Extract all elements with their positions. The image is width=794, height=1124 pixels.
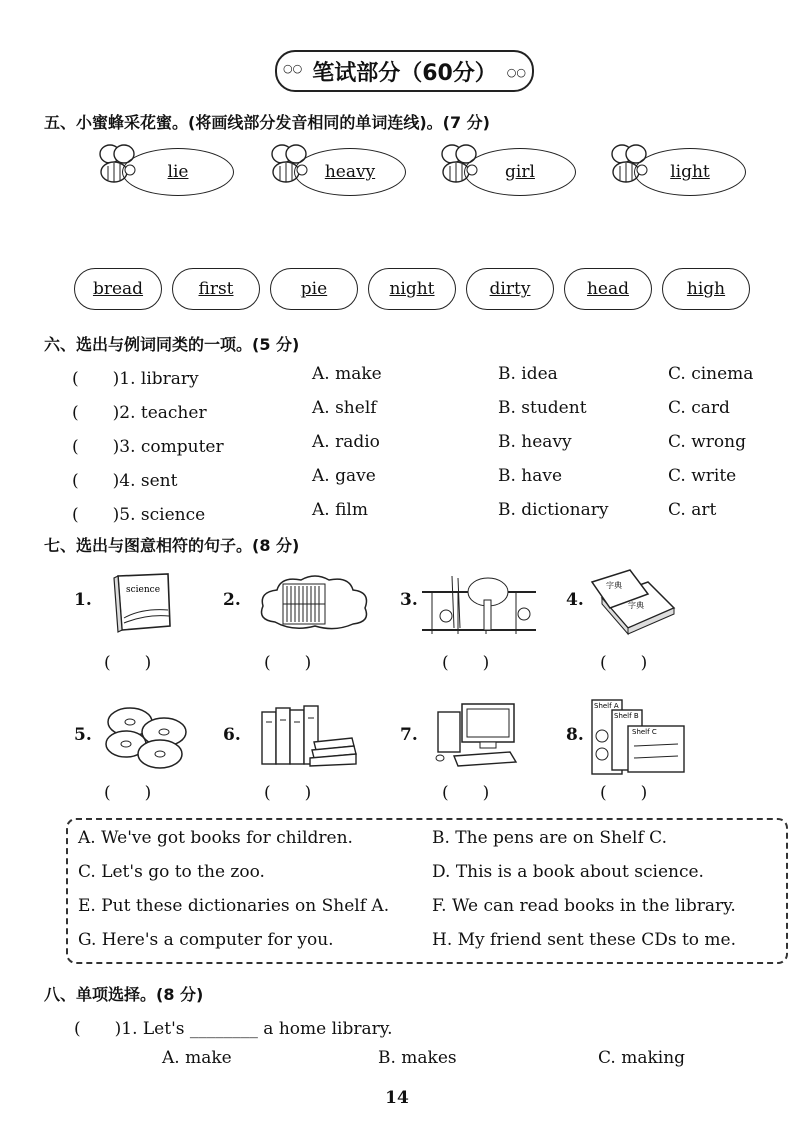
decor-circles: ○○ [283,62,303,75]
q6-1-choice-b: B. idea [498,364,558,384]
option-f: F. We can read books in the library. [432,896,736,916]
flower-word-text: pie [300,279,328,299]
q6-2-choice-c: C. card [668,398,730,418]
picture-8-answer-blank[interactable]: ( ) [600,783,648,803]
bee-word-text: girl [505,162,535,182]
q6-1-choice-a: A. make [312,364,382,384]
shelf-label: Shelf B [614,712,639,720]
q6-3-choice-c: C. wrong [668,432,746,452]
picture-number: 2. [223,590,241,610]
q6-3-stem: ( )3. computer [72,437,224,457]
shelf-label: Shelf C [632,728,657,736]
picture-number: 1. [74,590,92,610]
flower-word-text: high [686,279,726,299]
zoo-picture [418,570,540,640]
flower-word-text: bread [92,279,144,299]
children-books-picture [256,702,360,768]
picture-number: 6. [223,725,241,745]
written-part-title: 笔试部分（60分） [312,60,497,86]
picture-number: 7. [400,725,418,745]
q6-5-choice-a: A. film [312,500,368,520]
picture-2-answer-blank[interactable]: ( ) [264,653,312,673]
flower-word-text: head [586,279,630,299]
flower-word-7[interactable] [662,268,750,310]
bee-word-2[interactable] [294,148,406,196]
picture-number: 4. [566,590,584,610]
book-label: science [126,585,161,595]
q6-3-choice-b: B. heavy [498,432,572,452]
q6-2-choice-b: B. student [498,398,587,418]
bee-word-3[interactable] [464,148,576,196]
q6-4-choice-c: C. write [668,466,737,486]
dictionaries-picture [588,568,678,636]
section-8-heading: 八、单项选择。(8 分) [44,985,204,1004]
picture-1-answer-blank[interactable]: ( ) [104,653,152,673]
q6-2-choice-a: A. shelf [312,398,377,418]
flower-word-1[interactable] [74,268,162,310]
dictionary-label: 字典 [606,581,622,590]
q8-1-choice-b: B. makes [378,1048,457,1068]
question-8-1: ( )1. Let's ________ a home library. [74,1019,393,1039]
picture-number: 8. [566,725,584,745]
picture-3-answer-blank[interactable]: ( ) [442,653,490,673]
cds-picture [104,700,190,770]
q6-3-choice-a: A. radio [312,432,380,452]
q8-1-choice-c: C. making [598,1048,686,1068]
bee-word-text: heavy [324,162,376,182]
library-cloud-picture [255,572,375,634]
section-5-heading: 五、小蜜蜂采花蜜。(将画线部分发音相同的单词连线)。(7 分) [44,113,490,132]
bee-word-text: light [670,162,710,182]
picture-4-answer-blank[interactable]: ( ) [600,653,648,673]
option-c: C. Let's go to the zoo. [78,862,265,882]
bee-word-1[interactable] [122,148,234,196]
section-6-heading: 六、选出与例词同类的一项。(5 分) [44,335,300,354]
picture-5-answer-blank[interactable]: ( ) [104,783,152,803]
q6-4-choice-a: A. gave [312,466,376,486]
picture-number: 5. [74,725,92,745]
q6-4-choice-b: B. have [498,466,563,486]
option-a: A. We've got books for children. [78,828,353,848]
flower-word-4[interactable] [368,268,456,310]
science-book-picture [112,570,174,636]
q6-1-stem: ( )1. library [72,369,199,389]
picture-6-answer-blank[interactable]: ( ) [264,783,312,803]
flower-word-6[interactable] [564,268,652,310]
section-7-heading: 七、选出与图意相符的句子。(8 分) [44,536,300,555]
shelf-label: Shelf A [594,702,619,710]
shelves-picture [588,696,688,776]
q8-1-choice-a: A. make [162,1048,232,1068]
option-e: E. Put these dictionaries on Shelf A. [78,896,390,916]
q6-5-stem: ( )5. science [72,505,206,525]
q6-2-stem: ( )2. teacher [72,403,207,423]
q6-5-choice-b: B. dictionary [498,500,609,520]
flower-word-text: first [198,279,234,299]
picture-7-answer-blank[interactable]: ( ) [442,783,490,803]
bee-word-text: lie [167,162,189,182]
q6-4-stem: ( )4. sent [72,471,178,491]
option-h: H. My friend sent these CDs to me. [432,930,737,950]
page-number: 14 [385,1088,409,1108]
bee-word-4[interactable] [634,148,746,196]
flower-word-text: dirty [489,279,531,299]
flower-word-5[interactable] [466,268,554,310]
q6-5-choice-c: C. art [668,500,717,520]
computer-picture [434,700,524,770]
picture-number: 3. [400,590,418,610]
flower-word-2[interactable] [172,268,260,310]
dictionary-label: 字典 [628,601,644,610]
section-title-box [275,50,534,92]
decor-circles: ○○ [506,66,526,79]
q6-1-choice-c: C. cinema [668,364,754,384]
option-b: B. The pens are on Shelf C. [432,828,667,848]
flower-word-3[interactable] [270,268,358,310]
flower-word-text: night [389,279,435,299]
option-g: G. Here's a computer for you. [78,930,334,950]
option-d: D. This is a book about science. [432,862,704,882]
